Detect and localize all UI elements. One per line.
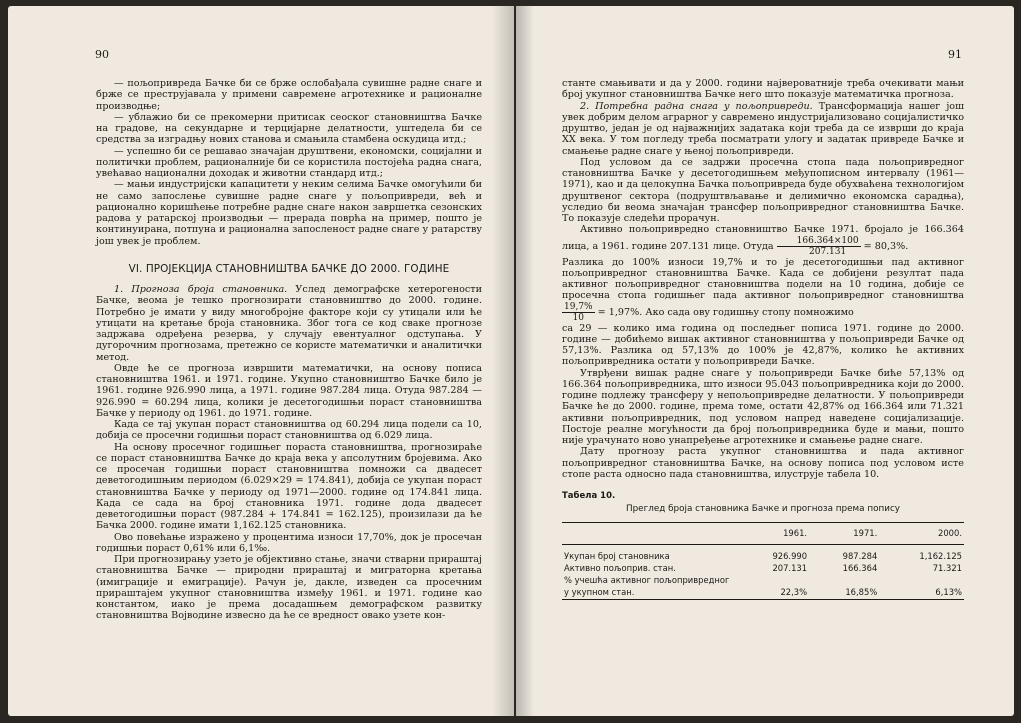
table-row <box>562 544 964 562</box>
table-header-row <box>562 522 964 544</box>
table-cell: 22,3% <box>739 586 809 600</box>
table-header: 2000. <box>879 522 964 544</box>
paragraph: Дату прогнозу раста укупног становништва и пада активног пољопривредног становништва Бачке, на основу пописа под условом исте стопе раста односно пада становништва, илуструје табела 10. <box>562 446 964 480</box>
table-cell: Активно пољоприв. стан. <box>564 562 676 573</box>
paragraph: Када се тај укупан пораст становништва од 60.294 лица подели са 10, добија се просечни годишњи пораст становништва од 6.029 лица. <box>96 419 482 442</box>
paragraph-text: Трансформација нашег још увек добрим делом аграрног у савремено индустријализовано социјалистичко друштво, један је од најважнијих задатака који треба да се изврши до краја XX века. У том погледу треба посматрати улогу и задатак привреде Бачке и смањење радне снаге у њеној пољопривреди. <box>562 100 964 157</box>
table-caption: Преглед броја становника Бачке и прогноза према попису <box>625 504 901 515</box>
paragraph <box>96 284 482 363</box>
paragraph: Овде ће се прогноза извршити математички, на основу пописа становништва 1961. и 1971. године. Укупно становништво Бачке било је 1961. године 926.990 лица, а 1971. године 987.284 лица. Отуда 987.284 — 926.990 = 60.294 лица, колики је десетогодишњи пораст становништва Бачке у периоду од 1961. до 1971. године. <box>96 362 482 419</box>
table-cell: 987.284 <box>842 550 878 561</box>
table-cell: 207.131 <box>772 562 808 573</box>
paragraph: Ово повећање изражено у процентима износи 17,70%, док је просечан годишњи пораст 0,61% или 6,1‰. <box>96 531 482 554</box>
table-cell: 71.321 <box>932 562 962 573</box>
left-text-column <box>96 78 482 622</box>
paragraph: — мањи индустријски капацитети у неким селима Бачке омогућили би не само запослење сувишне радне снаге у пољопривреди, већ и рационално коришћење потребне радне снаге након завршетка сезонских радова у ратарској производњи — прерада поврћа на пример, пошто је континуирана, потпуна и рационална запосленост радне снаге у ратарству још увек је проблем. <box>96 179 482 247</box>
table-header <box>562 522 739 544</box>
paragraph: — ублажио би се прекомерни притисак сеоског становништва Бачке на градове, на секундарне и терцијарне делатности, уштедела би се средства за изградњу нових станова и смањила стамбена оскудица итд.; <box>96 111 482 146</box>
table-row <box>562 586 964 600</box>
fraction-numerator: 19,7% <box>564 301 593 312</box>
paragraph <box>562 101 964 157</box>
table-cell: 166.364 <box>842 562 878 573</box>
paragraph <box>562 257 964 323</box>
left-page <box>8 6 514 716</box>
fraction-denominator: 207.131 <box>809 246 847 257</box>
table-cell: % учешћа активног пољопривредног <box>564 574 730 585</box>
paragraph: Под условом да се задржи просечна стопа пада пољопривредног становништва Бачке у десетогодишњем међупописном интервалу (1961—1971), као и да целокупна Бачка пољопривреда буде обухваћена технологијом друштвеног сектора (подруштвљавање и делимично економска сарадња), уследио би веома значајан трансфер пољопривредног становништва Бачке. То показује следећи прорачун. <box>562 156 964 224</box>
paragraph: На основу просечног годишњег пораста становништва, прогнозираће се пораст становништва Бачке до краја века у апсолутним бројевима. Ако се просечан годишњи пораст становништва помножи са двадесет деветогодишњим периодом (6.029×29 = 174.841), добија се укупан пораст становништва Бачке у периоду од 1971—2000. године од 174.841 лица. Када се сада на број становника 1971. године дода двадесет деветогодишњи пораст (987.284 + 174.841 = 162.125), произилази да ће Бачка 2000. године имати 1,162.125 становника. <box>96 441 482 532</box>
population-table <box>562 522 964 600</box>
table-cell: 16,85% <box>809 586 879 600</box>
table-cell: 6,13% <box>879 586 964 600</box>
paragraph: — пољопривреда Бачке би се брже ослобађала сувишне радне снаге и брже се преструјавала у примени савремене агротехнике и рационалне производње; <box>96 78 482 112</box>
section-heading: VI. ПРОЈЕКЦИЈА СТАНОВНИШТВА БАЧКЕ ДО 2000. ГОДИНЕ <box>128 262 450 275</box>
fraction <box>777 236 861 257</box>
paragraph: При прогнозирању узето је објективно стање, значи стварни прираштај становништва Бачке — природни прираштај и миграторна кретања (имиграције и емиграције). Рачун је, дакле, изведен са просечним прираштајем укупног становништва између 1961. и 1971. године као константом, иако је према досадашњем демографском развитку становништва Војводине извесно да ће се вредност овако узете кон- <box>96 554 482 622</box>
table-header: 1961. <box>739 522 809 544</box>
fraction-denominator: 10 <box>572 312 585 323</box>
paragraph: станте смањивати и да у 2000. години највероватније треба очекивати мањи број укупног становништва Бачке него што показује математичка прогноза. <box>562 78 964 101</box>
table-label: Табела 10. <box>562 491 616 501</box>
table-cell: 1,162.125 <box>919 550 962 561</box>
page-number: 91 <box>948 48 962 61</box>
table-cell: 926.990 <box>772 550 808 561</box>
fraction <box>562 302 595 323</box>
paragraph: са 29 — колико има година од последњег пописа 1971. године до 2000. године — добићемо вишак активног становништва у пољопривреди Бачке од 57,13%. Разлика од 57,13% до 100% је 42,87%, колико ће активних пољопривредника остати у пољопривреди Бачке. <box>562 322 964 368</box>
table-row <box>562 562 964 574</box>
paragraph-text: = 1,97%. Ако сада ову годишњу стопу помножимо <box>597 306 854 318</box>
paragraph <box>562 224 964 256</box>
table-cell: у укупном стан. <box>562 586 739 600</box>
paragraph-text: Услед демографске хетерогености Бачке, веома је тешко прогнозирати становништво до 2000. године. Потребно је имати у виду многобројне факторе који су утицали или ће утицати на кретање броја становника. Због тога се код сваке прогнозе задржава одређена резерва, у случају евентуалног одступања. У дугорочним прогнозама, претежно се користе математички и аналитички метод. <box>96 284 482 363</box>
paragraph: — успешно би се решавао значајан друштвени, економски, социјални и политички проблем, рационалније би се користила постојећа радна снага, увећавао национални доходак и животни стандард итд.; <box>96 145 482 179</box>
fraction-numerator: 166.364×100 <box>777 236 861 247</box>
subsection-title: 1. Прогноза броја становника. <box>114 284 288 295</box>
page-number: 90 <box>95 48 109 61</box>
subsection-title: 2. Потребна радна снага у пољопривреди. <box>580 100 813 112</box>
paragraph: Утврђени вишак радне снаге у пољопривреди Бачке биће 57,13% од 166.364 пољопривредника, што износи 95.043 пољопривредника који до 2000. године подлежу трансферу у непољопривредне делатности. У пољопривреди Бачке ће до 2000. године, према томе, остати 42,87% од 166.364 или 71.321 активни пољопривредник, под условом напред наведене социјализације. Постоје реалне могућности да број пољопривредника буде и мањи, пошто није урачунато ново унапређење агротехнике и смањење радне снаге. <box>562 367 964 446</box>
right-text-column <box>562 78 964 600</box>
gutter-shadow <box>492 6 514 716</box>
table-row <box>562 574 964 586</box>
table-cell: Укупан број становника <box>564 550 670 561</box>
gutter-shadow <box>516 6 534 716</box>
paragraph-text: Активно пољопривредно становништво Бачке 1971. бројало је 166.364 лица, а 1961. године 207.131 лице. Отуда <box>562 224 964 252</box>
paragraph-text: Разлика до 100% износи 19,7% и то је десетогодишњи пад активног пољопривредног становништва Бачке. Када се добијени резултат пада активног пољопривредног становништва подели на 10 година, добије се просечна стопа годишњег пада активног пољопривредног становништва <box>562 256 964 302</box>
right-page <box>516 6 1014 716</box>
fraction-result: = 80,3%. <box>863 240 909 252</box>
table-header: 1971. <box>809 522 879 544</box>
